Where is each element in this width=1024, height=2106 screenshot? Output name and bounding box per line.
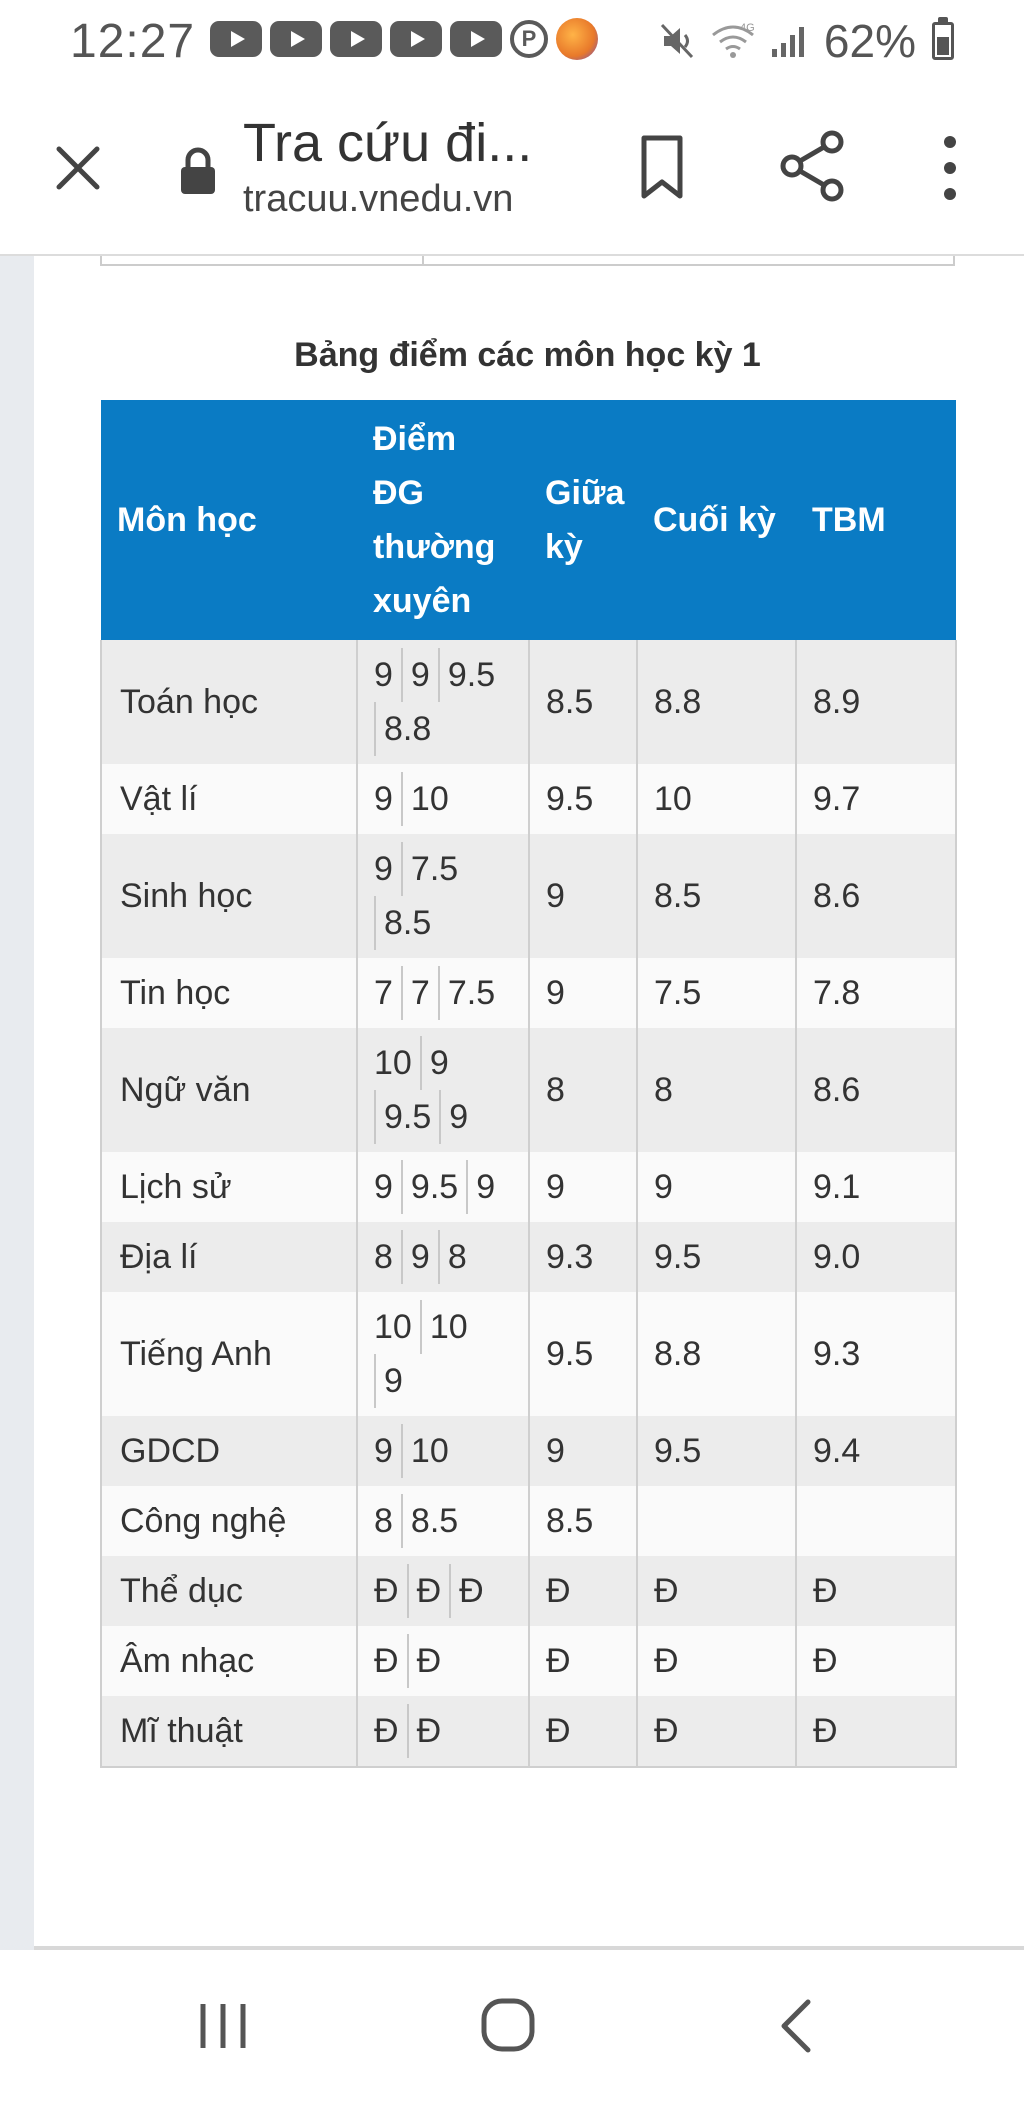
cell-average: 8.9 (796, 640, 956, 764)
cell-final: 8.8 (637, 640, 796, 764)
regular-score: 10 (374, 1308, 412, 1346)
header-midterm (529, 400, 637, 640)
table-row (101, 834, 956, 958)
left-margin-strip (0, 256, 34, 1950)
table-row (101, 1028, 956, 1152)
app-emoji-icon (556, 18, 598, 60)
cell-midterm: 8.5 (529, 1486, 637, 1556)
regular-score: 7 (401, 966, 438, 1020)
cell-final: 8 (637, 1028, 796, 1152)
more-options-icon[interactable] (930, 132, 970, 204)
cell-regular-scores (357, 958, 529, 1028)
youtube-icon (270, 21, 322, 57)
regular-score: Đ (374, 1642, 399, 1680)
cell-subject: Thể dục (101, 1556, 357, 1626)
notification-icons (210, 18, 598, 60)
table-row (101, 764, 956, 834)
browser-toolbar (0, 80, 1024, 256)
cell-midterm: 9.5 (529, 1292, 637, 1416)
grades-table (100, 400, 957, 1768)
header-midterm-line: kỳ (545, 528, 583, 566)
score-list (374, 1564, 512, 1618)
score-list (374, 1300, 512, 1408)
table-row (101, 1486, 956, 1556)
cell-average: 9.3 (796, 1292, 956, 1416)
regular-score: 10 (374, 1044, 412, 1082)
cell-final: Đ (637, 1696, 796, 1767)
header-midterm-line: Giữa (545, 474, 625, 512)
cell-midterm: 8.5 (529, 640, 637, 764)
table-row (101, 1222, 956, 1292)
regular-score: 8 (438, 1230, 475, 1284)
header-average: TBM (796, 400, 956, 640)
header-regular-line: ĐG (373, 474, 424, 512)
cell-final: 7.5 (637, 958, 796, 1028)
page-title: Tra cứu đi... (243, 113, 533, 173)
table-row (101, 1556, 956, 1626)
cell-regular-scores (357, 1486, 529, 1556)
regular-score: 9 (374, 656, 393, 694)
header-regular-scores (357, 400, 529, 640)
table-row (101, 1292, 956, 1416)
regular-score: 7.5 (401, 842, 466, 896)
cell-final: Đ (637, 1626, 796, 1696)
header-regular-line: xuyên (373, 582, 472, 620)
regular-score: 9.5 (374, 1090, 439, 1144)
regular-score: 10 (401, 772, 457, 826)
table-row (101, 958, 956, 1028)
cell-midterm: 9 (529, 1416, 637, 1486)
regular-score: 10 (401, 1424, 457, 1478)
cell-regular-scores (357, 1292, 529, 1416)
cell-regular-scores (357, 1152, 529, 1222)
regular-score: 9 (374, 1168, 393, 1206)
regular-score: 9.5 (438, 648, 503, 702)
cell-average: 8.6 (796, 834, 956, 958)
table-row (101, 1626, 956, 1696)
wifi-icon (710, 21, 756, 61)
cell-midterm: Đ (529, 1556, 637, 1626)
cell-midterm: 9.5 (529, 764, 637, 834)
header-final: Cuối kỳ (637, 400, 796, 640)
cell-subject: Vật lí (101, 764, 357, 834)
cell-average: 7.8 (796, 958, 956, 1028)
cell-subject: Tiếng Anh (101, 1292, 357, 1416)
score-list (374, 648, 512, 756)
cell-subject: GDCD (101, 1416, 357, 1486)
table-row (101, 1416, 956, 1486)
close-button[interactable] (44, 134, 112, 202)
score-list (374, 1160, 512, 1214)
cell-final: 9.5 (637, 1416, 796, 1486)
battery-icon (932, 22, 954, 60)
page-content (0, 256, 1024, 1950)
table-row (101, 640, 956, 764)
cell-average: 9.7 (796, 764, 956, 834)
youtube-icon (390, 21, 442, 57)
previous-table-edge (100, 256, 955, 266)
header-regular-line: Điểm (373, 420, 457, 458)
regular-score: Đ (374, 1712, 399, 1750)
cell-midterm: Đ (529, 1626, 637, 1696)
cell-average: 9.4 (796, 1416, 956, 1486)
network-type-label: 4G (739, 22, 755, 34)
regular-score: Đ (407, 1564, 450, 1618)
cell-subject: Công nghệ (101, 1486, 357, 1556)
cell-average (796, 1486, 956, 1556)
cell-average: Đ (796, 1626, 956, 1696)
system-status (658, 14, 954, 68)
table-header-row (101, 400, 956, 640)
regular-score: 9 (401, 648, 438, 702)
cell-regular-scores (357, 764, 529, 834)
cell-subject: Lịch sử (101, 1152, 357, 1222)
status-time: 12:27 (70, 15, 196, 68)
regular-score: 9 (439, 1090, 476, 1144)
cell-regular-scores (357, 1556, 529, 1626)
page-url: tracuu.vnedu.vn (243, 178, 514, 220)
cell-midterm: 8 (529, 1028, 637, 1152)
back-icon[interactable] (776, 1996, 816, 2056)
section-title: Bảng điểm các môn học kỳ 1 (294, 336, 761, 374)
cell-regular-scores (357, 1696, 529, 1767)
table-row (101, 1152, 956, 1222)
regular-score: 8.5 (374, 896, 439, 950)
score-list (374, 966, 512, 1020)
cell-regular-scores (357, 640, 529, 764)
regular-score: 7 (374, 974, 393, 1012)
status-bar (0, 0, 1024, 80)
signal-icon (768, 21, 812, 61)
address-bar[interactable] (243, 112, 532, 221)
system-navigation-bar (0, 1950, 1024, 2106)
youtube-icon (330, 21, 382, 57)
cell-subject: Âm nhạc (101, 1626, 357, 1696)
regular-score: Đ (407, 1634, 450, 1688)
regular-score: 8.8 (374, 702, 439, 756)
header-subject: Môn học (101, 400, 357, 640)
youtube-icon (450, 21, 502, 57)
header-regular-line: thường (373, 528, 496, 566)
cell-subject: Toán học (101, 640, 357, 764)
cell-average: Đ (796, 1696, 956, 1767)
regular-score: 9 (374, 1432, 393, 1470)
cell-average: 8.6 (796, 1028, 956, 1152)
cell-regular-scores (357, 834, 529, 958)
grades-table-body (101, 640, 956, 1767)
regular-score: 9 (401, 1230, 438, 1284)
regular-score: Đ (449, 1564, 492, 1618)
score-list (374, 772, 512, 826)
cell-midterm: 9 (529, 958, 637, 1028)
bookmark-icon[interactable] (632, 132, 692, 202)
score-list (374, 1494, 512, 1548)
cell-regular-scores (357, 1222, 529, 1292)
regular-score: 8 (374, 1238, 393, 1276)
close-icon (55, 145, 101, 191)
share-icon[interactable] (778, 128, 848, 204)
home-icon[interactable] (480, 1996, 536, 2054)
youtube-icon (210, 21, 262, 57)
regular-score: 7.5 (438, 966, 503, 1020)
lock-icon (178, 146, 218, 196)
score-list (374, 1634, 512, 1688)
recent-apps-icon[interactable] (195, 2000, 251, 2052)
regular-score: 10 (420, 1300, 476, 1354)
cell-final: Đ (637, 1556, 796, 1626)
cell-subject: Tin học (101, 958, 357, 1028)
score-list (374, 1704, 512, 1758)
cell-regular-scores (357, 1416, 529, 1486)
regular-score: 9 (374, 1354, 411, 1408)
regular-score: 9.5 (401, 1160, 466, 1214)
regular-score: 9 (374, 780, 393, 818)
regular-score: 8.5 (401, 1494, 466, 1548)
cell-final: 10 (637, 764, 796, 834)
cell-average: 9.0 (796, 1222, 956, 1292)
cell-subject: Mĩ thuật (101, 1696, 357, 1767)
mute-icon (658, 21, 698, 61)
regular-score: Đ (407, 1704, 450, 1758)
cell-regular-scores (357, 1028, 529, 1152)
cell-final: 8.8 (637, 1292, 796, 1416)
table-row (101, 1696, 956, 1767)
cell-subject: Địa lí (101, 1222, 357, 1292)
score-list (374, 1230, 512, 1284)
score-list (374, 1424, 512, 1478)
score-list (374, 1036, 512, 1144)
cell-regular-scores (357, 1626, 529, 1696)
cell-midterm: 9 (529, 1152, 637, 1222)
regular-score: 9 (374, 850, 393, 888)
cell-final: 9 (637, 1152, 796, 1222)
cell-average: 9.1 (796, 1152, 956, 1222)
regular-score: Đ (374, 1572, 399, 1610)
cell-average: Đ (796, 1556, 956, 1626)
pinterest-icon: P (510, 20, 548, 58)
cell-midterm: 9 (529, 834, 637, 958)
battery-percent: 62% (823, 15, 916, 67)
cell-final: 8.5 (637, 834, 796, 958)
regular-score: 9 (420, 1036, 457, 1090)
cell-midterm: 9.3 (529, 1222, 637, 1292)
cell-final: 9.5 (637, 1222, 796, 1292)
cell-midterm: Đ (529, 1696, 637, 1767)
regular-score: 9 (466, 1160, 503, 1214)
regular-score: 8 (374, 1502, 393, 1540)
cell-subject: Sinh học (101, 834, 357, 958)
score-list (374, 842, 512, 950)
cell-final (637, 1486, 796, 1556)
cell-subject: Ngữ văn (101, 1028, 357, 1152)
